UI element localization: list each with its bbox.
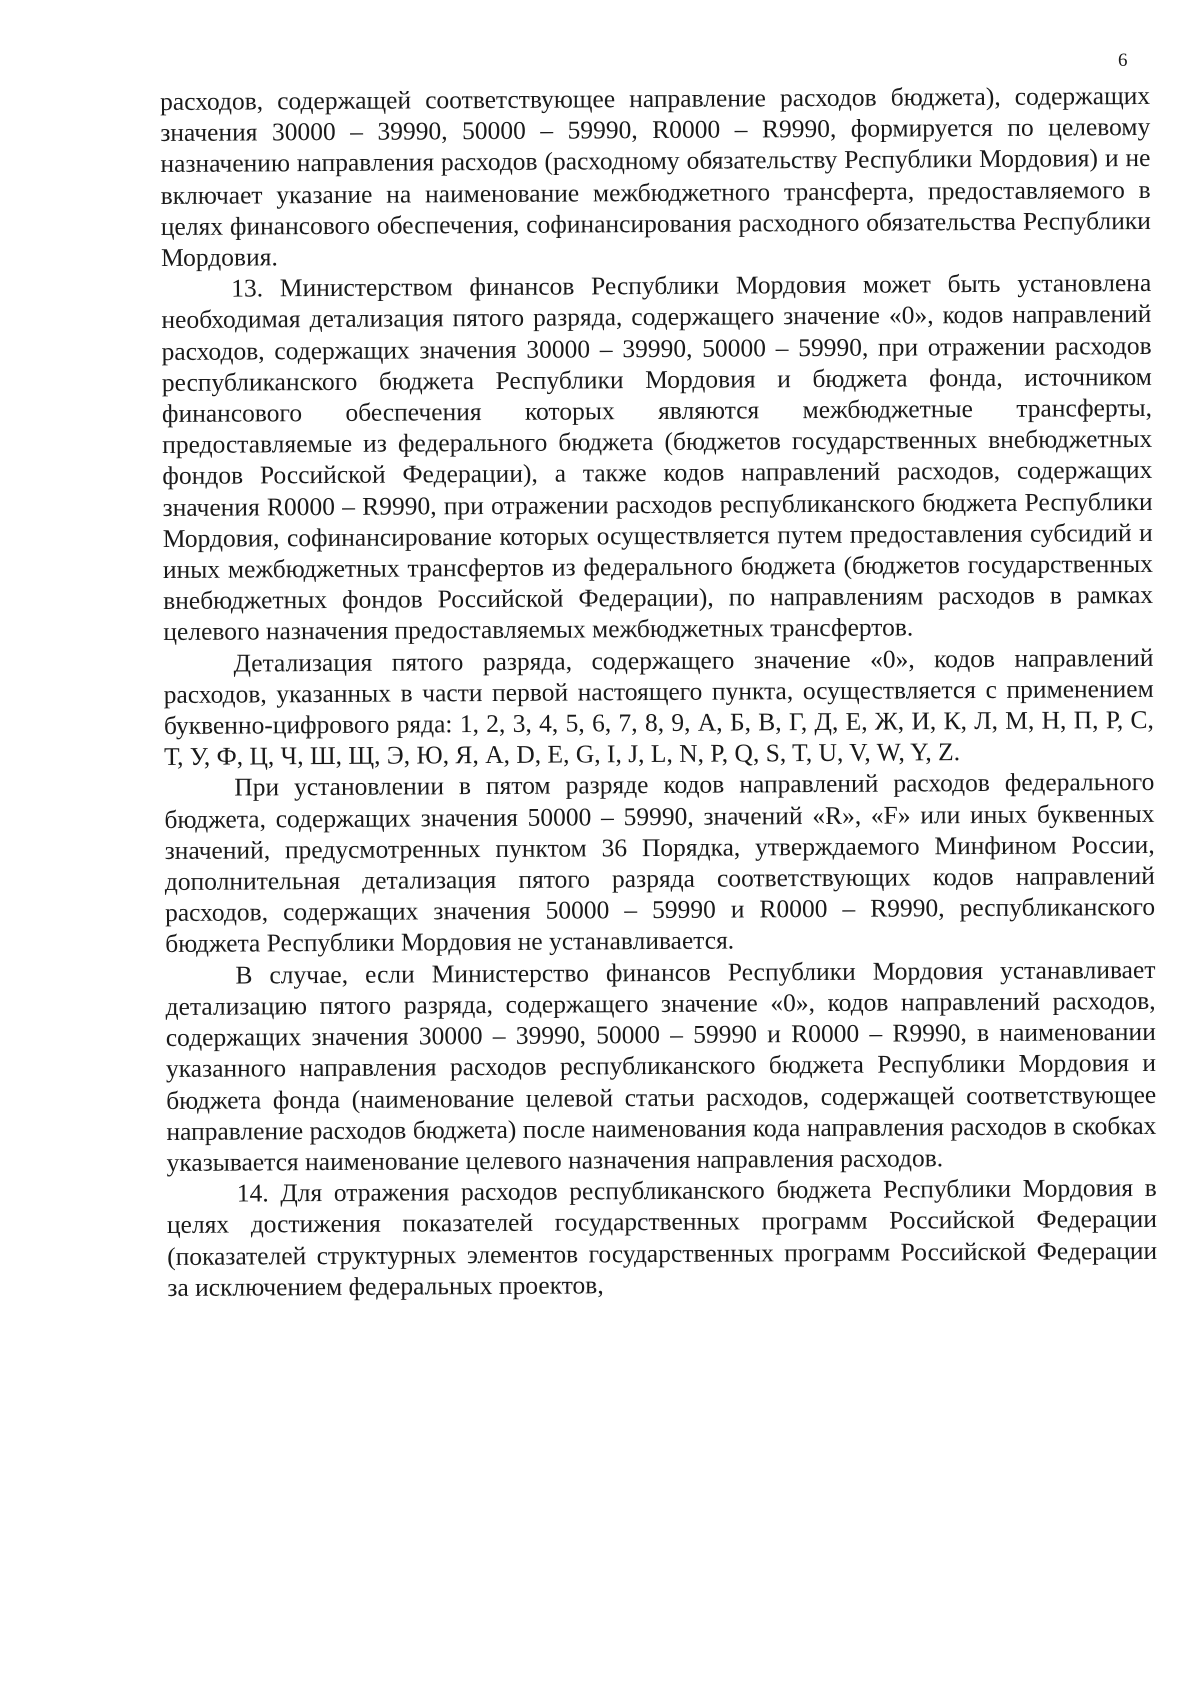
paragraph-item-13: 13. Министерством финансов Республики Мордовия может быть установлена необходимая детализация пятого разряда, содержащего значение «0», кодов направлений расходов, содержащих значения 30000 – 39990, 50000 – 59990, при отражении расходов республиканского бюджета Республики Мордовия и бюджета фонда, источником финансового обеспечения которых являются межбюджетные трансферты, предоставляемые из федерального бюджета (бюджетов государственных внебюджетных фондов Российской Федерации), а также кодов направлений расходов, содержащих значения R0000 – R9990, при отражении расходов республиканского бюджета Республики Мордовия, софинансирование которых осуществляется путем предоставления субсидий и иных межбюджетных трансфертов из федерального бюджета (бюджетов государственных внебюджетных фондов Российской Федерации), по направлениям расходов в рамках целевого назначения предоставляемых межбюджетных трансфертов. (161, 268, 1154, 647)
paragraph-naming-rule: В случае, если Министерство финансов Республики Мордовия устанавливает детализацию пятого разряда, содержащего значение «0», кодов направлений расходов, содержащих значения 30000 – 39990, 50000 – 59990 и R0000 – R9990, в наименовании указанного направления расходов республиканского бюджета Республики Мордовия и бюджета фонда (наименование целевой статьи расходов, содержащей соответствующее направление расходов бюджета) после наименования кода направления расходов в скобках указывается наименование целевого назначения направления расходов. (165, 954, 1157, 1177)
document-body (160, 80, 1157, 1303)
paragraph-continuation: расходов, содержащей соответствующее направление расходов бюджета), содержащих значения 30000 – 39990, 50000 – 59990, R0000 – R9990, формируется по целевому назначению направления расходов (расходному обязательству Республики Мордовия) и не включает указание на наименование межбюджетного трансферта, предоставляемого в целях финансового обеспечения, софинансирования расходного обязательства Республики Мордовия. (160, 80, 1151, 273)
paragraph-detalization: Детализация пятого разряда, содержащего значение «0», кодов направлений расходов, указанных в части первой настоящего пункта, осуществляется с применением буквенно-цифрового ряда: 1, 2, 3, 4, 5, 6, 7, 8, 9, А, Б, В, Г, Д, Е, Ж, И, К, Л, М, Н, П, Р, С, Т, У, Ф, Ц, Ч, Ш, Щ, Э, Ю, Я, A, D, E, G, I, J, L, N, P, Q, S, T, U, V, W, Y, Z. (163, 642, 1154, 772)
page-number: 6 (1118, 50, 1128, 71)
paragraph-item-14: 14. Для отражения расходов республиканского бюджета Республики Мордовия в целях достижения показателей государственных программ Российской Федерации (показателей структурных элементов государственных программ Российской Федерации за исключением федеральных проектов, (166, 1173, 1158, 1302)
paragraph-federal-codes: При установлении в пятом разряде кодов направлений расходов федерального бюджета, содержащих значения 50000 – 59990, значений «R», «F» или иных буквенных значений, предусмотренных пунктом 36 Порядка, утверждаемого Минфином России, дополнительная детализация пятого разряда соответствующих кодов направлений расходов, содержащих значения 50000 – 59990 и R0000 – R9990, республиканского бюджета Республики Мордовия не устанавливается. (164, 767, 1156, 959)
